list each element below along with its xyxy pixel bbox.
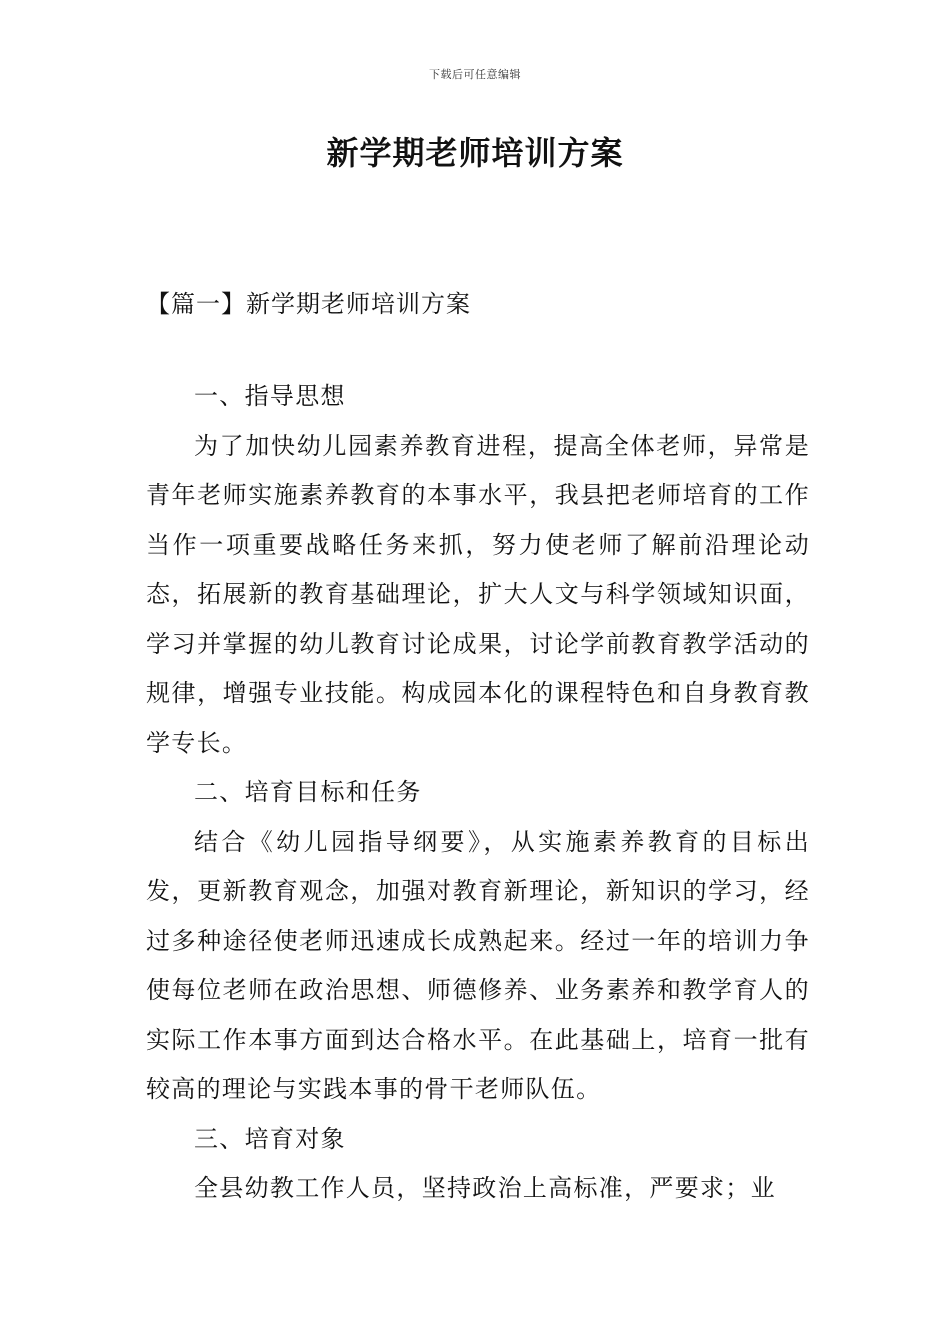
- heading-goals-and-tasks: 二、培育目标和任务: [194, 778, 422, 806]
- document-title: 新学期老师培训方案: [326, 134, 624, 172]
- paragraph-training-targets: 全县幼教工作人员，坚持政治上高标准，严要求；业: [194, 1174, 776, 1202]
- document-body: [146, 372, 810, 1214]
- heading-training-targets: 三、培育对象: [194, 1124, 346, 1153]
- header-note: 下载后可任意编辑: [429, 68, 521, 81]
- paragraph-guiding-ideology: 为了加快幼儿园素养教育进程，提高全体老师，异常是青年老师实施素养教育的本事水平，我县把老师培育的工作当作一项重要战略任务来抓，努力使老师了解前沿理论动态，拓展新的教育基础理论，扩大人文与科学领域知识面，学习并掌握的幼儿教育讨论成果，讨论学前教育教学活动的规律，增强专业技能。构成园本化的课程特色和自身教育教学专长。: [146, 431, 810, 757]
- heading-guiding-ideology: 一、指导思想: [194, 382, 346, 410]
- paragraph-goals-and-tasks: 结合《幼儿园指导纲要》，从实施素养教育的目标出发，更新教育观念，加强对教育新理论，新知识的学习，经过多种途径使老师迅速成长成熟起来。经过一年的培训力争使每位老师在政治思想、师德修养、业务素养和教学育人的实际工作本事方面到达合格水平。在此基础上，培育一批有较高的理论与实践本事的骨干老师队伍。: [146, 827, 810, 1103]
- section-title: 【篇一】新学期老师培训方案: [146, 290, 471, 318]
